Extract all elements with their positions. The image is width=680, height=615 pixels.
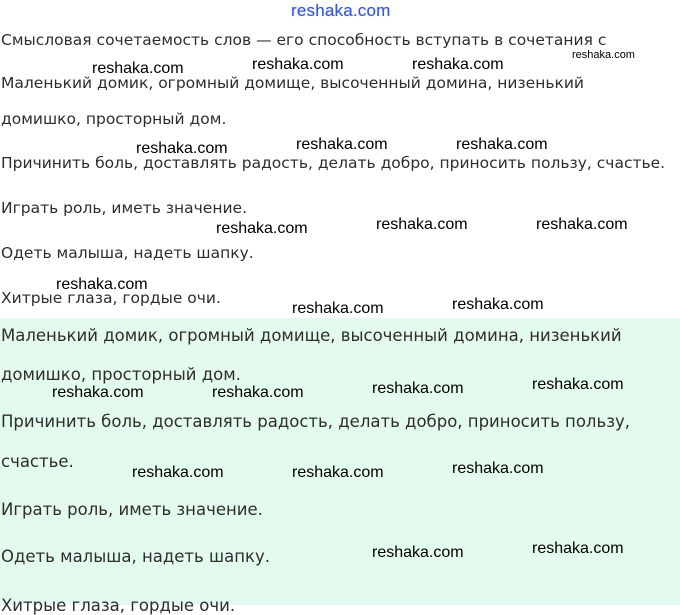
watermark: reshaka.com — [572, 49, 635, 61]
answer-line: Маленький домик, огромный домище, высоченный домина, низенький — [1, 326, 622, 345]
watermark: reshaka.com — [376, 216, 468, 233]
watermark: reshaka.com — [532, 376, 624, 393]
answer-line: Играть роль, иметь значение. — [1, 500, 263, 519]
watermark: reshaka.com — [536, 216, 628, 233]
text-line: Хитрые глаза, гордые очи. — [1, 289, 221, 307]
watermark: reshaka.com — [456, 136, 548, 153]
text-line: Смысловая сочетаемость слов — его способность вступать в сочетания с — [1, 31, 607, 49]
watermark: reshaka.com — [132, 464, 224, 481]
watermark: reshaka.com — [136, 140, 228, 157]
watermark: reshaka.com — [212, 384, 304, 401]
watermark: reshaka.com — [216, 220, 308, 237]
text-line: Одеть малыша, надеть шапку. — [1, 244, 254, 262]
watermark: reshaka.com — [252, 56, 344, 73]
answer-section — [0, 318, 680, 615]
watermark: reshaka.com — [532, 540, 624, 557]
answer-line: счастье. — [1, 452, 74, 471]
text-line: домишко, просторный дом. — [1, 110, 227, 128]
watermark: reshaka.com — [412, 56, 504, 73]
watermark: reshaka.com — [52, 384, 144, 401]
text-line: Играть роль, иметь значение. — [1, 199, 248, 217]
site-logo[interactable]: reshaka.com — [291, 1, 391, 20]
answer-line: Хитрые глаза, гордые очи. — [1, 596, 236, 615]
watermark: reshaka.com — [296, 136, 388, 153]
watermark: reshaka.com — [452, 296, 544, 313]
watermark: reshaka.com — [372, 380, 464, 397]
answer-line: домишко, просторный дом. — [1, 365, 241, 384]
watermark: reshaka.com — [372, 544, 464, 561]
watermark: reshaka.com — [292, 464, 384, 481]
text-line: Маленький домик, огромный домище, высоченный домина, низенький — [1, 74, 584, 92]
answer-line: Причинить боль, доставлять радость, делать добро, приносить пользу, — [1, 412, 630, 431]
watermark: reshaka.com — [292, 300, 384, 317]
watermark: reshaka.com — [56, 276, 148, 293]
watermark: reshaka.com — [452, 460, 544, 477]
watermark: reshaka.com — [92, 60, 184, 77]
answer-line: Одеть малыша, надеть шапку. — [1, 547, 270, 566]
text-line: Причинить боль, доставлять радость, делать добро, приносить пользу, счастье. — [1, 154, 666, 172]
